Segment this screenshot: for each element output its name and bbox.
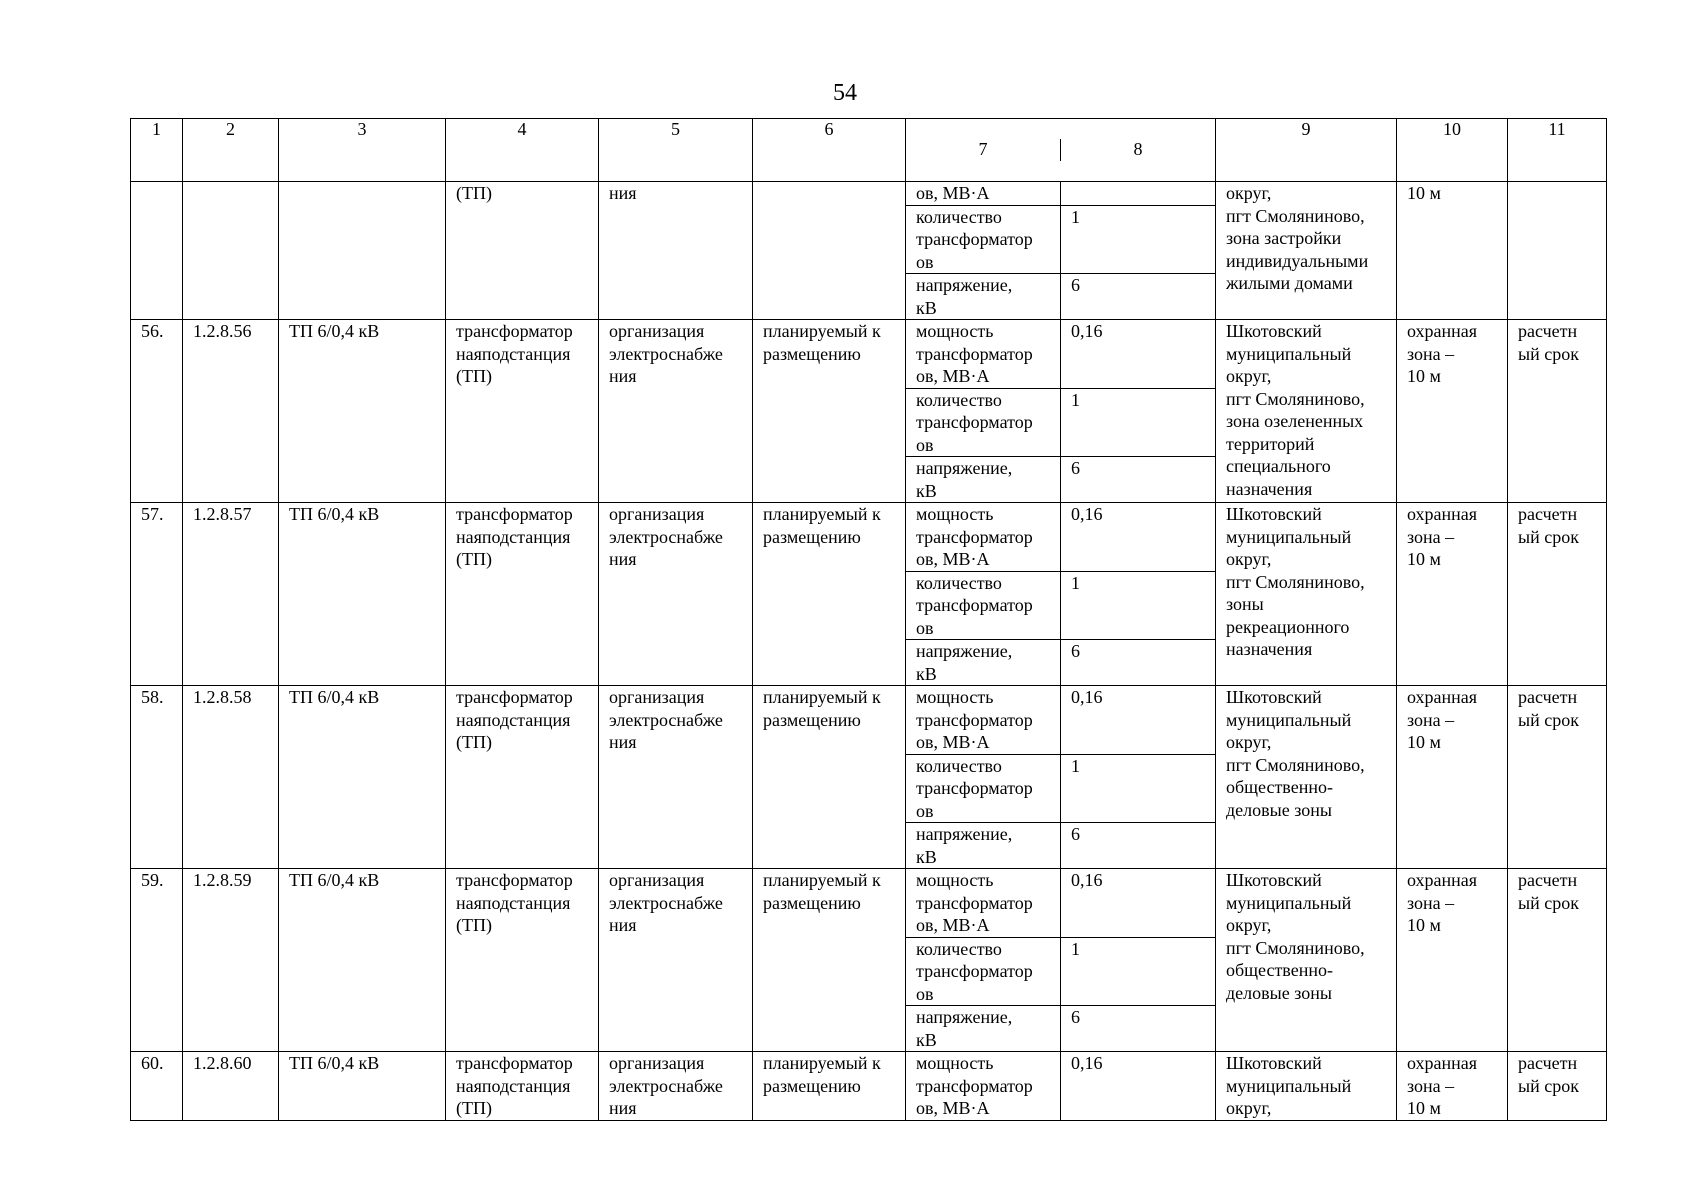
object-purpose-cell: организация электроснабже ния xyxy=(599,320,753,503)
object-status-cell: планируемый к размещению xyxy=(753,503,906,686)
object-type-cell: (ТП) xyxy=(446,182,599,320)
object-type-cell: трансформатор наяподстанция (ТП) xyxy=(446,503,599,686)
parameter-value: 0,16 xyxy=(1071,1053,1103,1073)
parameter-name: напряжение, кВ xyxy=(906,274,1061,320)
parameter-value: 1 xyxy=(1061,571,1216,640)
object-name-cell: ТП 6/0,4 кВ xyxy=(279,503,446,686)
term-cell: расчетн ый срок xyxy=(1508,320,1607,503)
header-cell: 2 xyxy=(183,119,279,182)
parameters-table xyxy=(906,182,1215,319)
object-status-cell: планируемый к размещению xyxy=(753,320,906,503)
object-purpose-cell: ния xyxy=(599,182,753,320)
object-purpose-cell: организация электроснабже ния xyxy=(599,1052,753,1121)
page-number: 54 xyxy=(833,80,857,106)
term-cell: расчетн ый срок xyxy=(1508,869,1607,1052)
object-status-cell: планируемый к размещению xyxy=(753,1052,906,1121)
parameter-value: 6 xyxy=(1071,824,1080,844)
parameter-row xyxy=(906,205,1215,274)
table-row xyxy=(131,320,1607,503)
parameters-table xyxy=(906,503,1215,685)
parameter-row xyxy=(906,1006,1215,1052)
zone-cell: 10 м xyxy=(1397,182,1508,320)
object-name-cell: ТП 6/0,4 кВ xyxy=(279,320,446,503)
parameter-value: 0,16 xyxy=(1061,869,1216,937)
header-cell: 9 xyxy=(1216,119,1397,182)
header-cell: 4 xyxy=(446,119,599,182)
header-cell: 8 xyxy=(1133,139,1143,159)
parameter-name: напряжение, кВ xyxy=(906,640,1061,686)
parameters-cell xyxy=(906,1052,1216,1121)
object-status-cell: планируемый к размещению xyxy=(753,686,906,869)
parameters-table xyxy=(906,320,1215,502)
object-code-cell: 1.2.8.56 xyxy=(183,320,279,503)
row-number-cell: 58. xyxy=(131,686,183,869)
parameter-name: мощность трансформатор ов, МВ·А xyxy=(906,869,1061,937)
parameters-table xyxy=(906,1052,1215,1120)
parameter-value: 1 xyxy=(1061,754,1216,823)
term-cell: расчетн ый срок xyxy=(1508,686,1607,869)
object-purpose-cell: организация электроснабже ния xyxy=(599,869,753,1052)
object-type-cell: трансформатор наяподстанция (ТП) xyxy=(446,686,599,869)
header-cell: 6 xyxy=(753,119,906,182)
parameter-name: количество трансформатор ов xyxy=(906,205,1061,274)
zone-cell: охранная зона – 10 м xyxy=(1397,1052,1508,1121)
parameter-name: количество трансформатор ов xyxy=(906,754,1061,823)
parameter-row xyxy=(906,388,1215,457)
parameter-value: 6 xyxy=(1071,458,1080,478)
parameter-value: 1 xyxy=(1061,937,1216,1006)
header-cell: 10 xyxy=(1397,119,1508,182)
location-cell: Шкотовский муниципальный округ, пгт Смоляниново, зоны рекреационного назначения xyxy=(1216,503,1397,686)
parameter-name: количество трансформатор ов xyxy=(906,388,1061,457)
object-status-cell xyxy=(753,182,906,320)
parameters-cell xyxy=(906,686,1216,869)
parameter-name: мощность трансформатор ов, МВ·А xyxy=(906,503,1061,571)
parameter-value: 6 xyxy=(1071,641,1080,661)
parameter-row xyxy=(906,640,1215,686)
object-name-cell: ТП 6/0,4 кВ xyxy=(279,1052,446,1121)
table-body xyxy=(131,182,1607,1121)
parameter-row xyxy=(906,503,1215,571)
parameters-table xyxy=(906,686,1215,868)
parameter-name: ов, МВ·А xyxy=(906,182,1061,205)
parameters-cell xyxy=(906,320,1216,503)
parameter-name: мощность трансформатор ов, МВ·А xyxy=(906,320,1061,388)
object-status-cell: планируемый к размещению xyxy=(753,869,906,1052)
parameter-row xyxy=(906,823,1215,869)
table-row xyxy=(131,686,1607,869)
term-cell xyxy=(1508,182,1607,320)
parameter-row xyxy=(906,937,1215,1006)
zone-cell: охранная зона – 10 м xyxy=(1397,320,1508,503)
parameters-cell xyxy=(906,503,1216,686)
table-header-row xyxy=(131,119,1607,182)
row-number-cell: 56. xyxy=(131,320,183,503)
row-number-cell xyxy=(131,182,183,320)
parameter-value: 6 xyxy=(1071,275,1080,295)
parameter-row xyxy=(906,274,1215,320)
document-table xyxy=(130,118,1607,1121)
table-row xyxy=(131,503,1607,686)
object-purpose-cell: организация электроснабже ния xyxy=(599,686,753,869)
location-cell: округ, пгт Смоляниново, зона застройки индивидуальными жилыми домами xyxy=(1216,182,1397,320)
parameter-value: 1 xyxy=(1061,205,1216,274)
object-code-cell: 1.2.8.57 xyxy=(183,503,279,686)
parameter-row xyxy=(906,686,1215,754)
zone-cell: охранная зона – 10 м xyxy=(1397,869,1508,1052)
parameter-row xyxy=(906,754,1215,823)
parameter-value: 6 xyxy=(1071,1007,1080,1027)
table-row xyxy=(131,869,1607,1052)
parameter-row xyxy=(906,1052,1215,1120)
term-cell: расчетн ый срок xyxy=(1508,503,1607,686)
parameter-name: мощность трансформатор ов, МВ·А xyxy=(906,686,1061,754)
parameter-name: напряжение, кВ xyxy=(906,1006,1061,1052)
object-code-cell: 1.2.8.58 xyxy=(183,686,279,869)
parameter-row xyxy=(906,320,1215,388)
header-cell: 5 xyxy=(599,119,753,182)
parameter-value xyxy=(1061,182,1216,205)
object-code-cell xyxy=(183,182,279,320)
location-cell: Шкотовский муниципальный округ, xyxy=(1216,1052,1397,1121)
header-cell: 1 xyxy=(131,119,183,182)
location-cell: Шкотовский муниципальный округ, пгт Смоляниново, общественно- деловые зоны xyxy=(1216,869,1397,1052)
parameter-value: 1 xyxy=(1061,388,1216,457)
zone-cell: охранная зона – 10 м xyxy=(1397,503,1508,686)
parameter-row xyxy=(906,457,1215,503)
parameter-name: напряжение, кВ xyxy=(906,823,1061,869)
parameter-name: количество трансформатор ов xyxy=(906,571,1061,640)
header-cell: 3 xyxy=(279,119,446,182)
row-number-cell: 60. xyxy=(131,1052,183,1121)
parameter-value: 0,16 xyxy=(1061,320,1216,388)
parameter-name: количество трансформатор ов xyxy=(906,937,1061,1006)
header-cell-params xyxy=(906,119,1216,182)
table-row xyxy=(131,182,1607,320)
parameter-row xyxy=(906,869,1215,937)
term-cell: расчетн ый срок xyxy=(1508,1052,1607,1121)
parameter-name: напряжение, кВ xyxy=(906,457,1061,503)
row-number-cell: 57. xyxy=(131,503,183,686)
object-type-cell: трансформатор наяподстанция (ТП) xyxy=(446,869,599,1052)
zone-cell: охранная зона – 10 м xyxy=(1397,686,1508,869)
parameters-cell xyxy=(906,182,1216,320)
object-purpose-cell: организация электроснабже ния xyxy=(599,503,753,686)
object-code-cell: 1.2.8.59 xyxy=(183,869,279,1052)
parameters-table xyxy=(906,869,1215,1051)
object-code-cell: 1.2.8.60 xyxy=(183,1052,279,1121)
row-number-cell: 59. xyxy=(131,869,183,1052)
header-cell: 11 xyxy=(1508,119,1607,182)
header-cell: 7 xyxy=(906,139,1061,161)
parameter-row xyxy=(906,571,1215,640)
object-type-cell: трансформатор наяподстанция (ТП) xyxy=(446,320,599,503)
parameters-cell xyxy=(906,869,1216,1052)
table-row xyxy=(131,1052,1607,1121)
parameter-name: мощность трансформатор ов, МВ·А xyxy=(906,1052,1061,1120)
parameter-row xyxy=(906,182,1215,205)
location-cell: Шкотовский муниципальный округ, пгт Смоляниново, общественно- деловые зоны xyxy=(1216,686,1397,869)
parameter-value: 0,16 xyxy=(1061,503,1216,571)
object-name-cell: ТП 6/0,4 кВ xyxy=(279,686,446,869)
object-type-cell: трансформатор наяподстанция (ТП) xyxy=(446,1052,599,1121)
location-cell: Шкотовский муниципальный округ, пгт Смоляниново, зона озелененных территорий специального назначения xyxy=(1216,320,1397,503)
parameter-value: 0,16 xyxy=(1061,686,1216,754)
object-name-cell: ТП 6/0,4 кВ xyxy=(279,869,446,1052)
object-name-cell xyxy=(279,182,446,320)
